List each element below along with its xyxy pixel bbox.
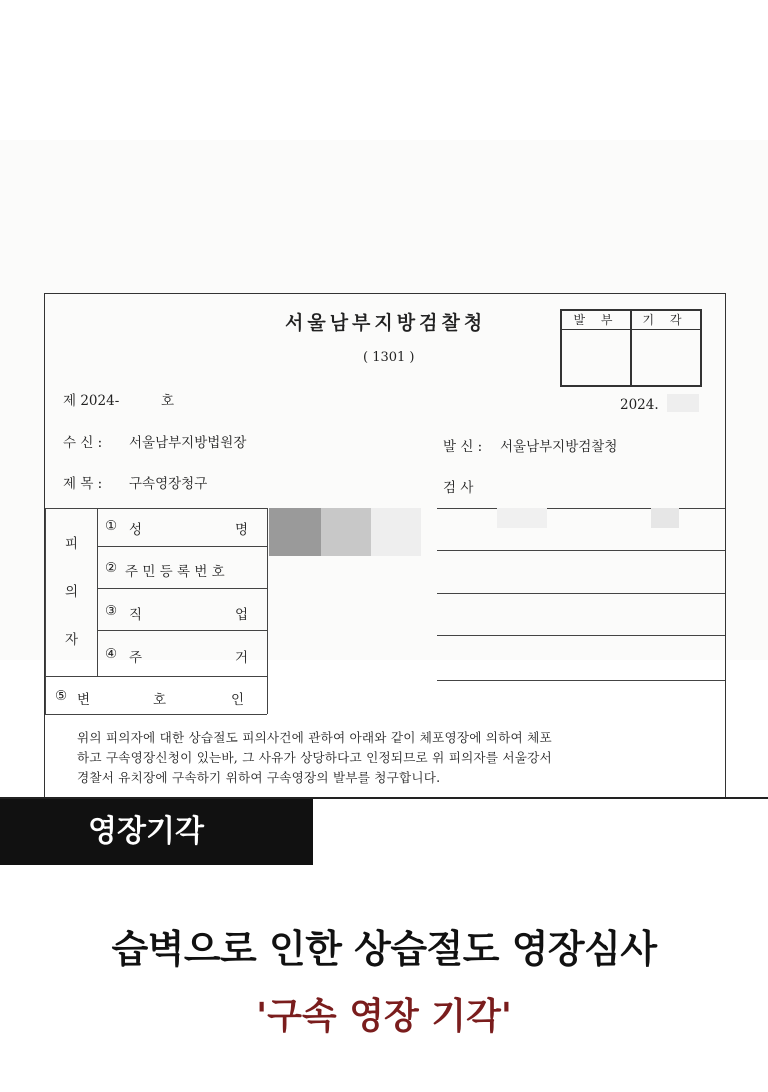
table-line — [97, 588, 267, 589]
sender-label: 발 신 : — [443, 439, 483, 455]
redacted-date — [667, 394, 699, 412]
field-lawyer-label-3: 인 — [231, 692, 245, 708]
doc-number-prefix: 제 2024- — [63, 393, 120, 409]
redacted-value — [651, 508, 679, 528]
table-line — [45, 508, 267, 509]
redacted-value — [497, 508, 547, 528]
redacted-name-block-3 — [371, 508, 421, 556]
headline: 습벽으로 인한 상습절도 영장심사 — [111, 927, 657, 971]
redacted-name-block-2 — [321, 508, 371, 556]
recipient-label: 수 신 : — [63, 435, 103, 451]
suspect-label-3: 자 — [65, 632, 79, 648]
table-line — [267, 508, 268, 714]
table-line — [437, 508, 725, 509]
table-line — [45, 714, 267, 715]
field-lawyer-label-1: 변 — [77, 692, 91, 708]
table-line — [97, 630, 267, 631]
table-line — [97, 546, 267, 547]
table-line — [437, 593, 725, 594]
field-name-num: ① — [105, 518, 118, 534]
request-body — [77, 728, 713, 788]
table-line — [45, 508, 46, 714]
suspect-label-1: 피 — [65, 536, 79, 552]
approval-stamp-box — [560, 309, 702, 387]
field-address-num: ④ — [105, 646, 118, 662]
doc-number-suffix: 호 — [161, 393, 175, 409]
table-line — [437, 635, 725, 636]
field-lawyer-num: ⑤ — [55, 688, 68, 704]
sender-value: 서울남부지방검찰청 — [500, 439, 618, 455]
body-line: 경찰서 유치장에 구속하기 위하여 구속영장의 발부를 청구합니다. — [77, 770, 441, 785]
prosecutor-label: 검 사 — [443, 480, 474, 496]
body-line: 위의 피의자에 대한 상습절도 피의사건에 관하여 아래와 같이 체포영장에 의하여 체포 — [77, 730, 552, 745]
field-lawyer-label-2: 호 — [153, 692, 167, 708]
warrant-request-form — [44, 293, 726, 799]
redacted-name-block-1 — [269, 508, 321, 556]
subject-label: 제 목 : — [63, 476, 103, 492]
stamp-issue-label: 발 부 — [562, 311, 630, 330]
field-job-num: ③ — [105, 603, 118, 619]
field-address-label-2: 거 — [235, 650, 249, 666]
suspect-label-2: 의 — [65, 584, 79, 600]
subject-value: 구속영장청구 — [129, 476, 208, 492]
field-job-label: 직 — [129, 607, 143, 623]
table-line — [437, 550, 725, 551]
category-tag: 영장기각 — [0, 799, 313, 865]
document-date: 2024. — [620, 397, 659, 413]
table-line — [45, 676, 267, 677]
table-line — [97, 508, 98, 676]
field-job-label-2: 업 — [235, 607, 249, 623]
field-address-label: 주 — [129, 650, 143, 666]
field-id-label: 주 민 등 록 번 호 — [125, 564, 225, 580]
suspect-info-table — [45, 508, 725, 718]
subheadline: '구속 영장 기각' — [256, 996, 512, 1037]
scanned-document-area — [0, 140, 768, 785]
field-name-label-2: 명 — [235, 522, 249, 538]
field-name-label: 성 — [129, 522, 143, 538]
field-id-num: ② — [105, 560, 118, 576]
stamp-reject-label: 기 각 — [630, 311, 700, 330]
office-code: ( 1301 ) — [363, 350, 415, 365]
table-line — [437, 680, 725, 681]
office-title: 서울남부지방검찰청 — [285, 312, 487, 334]
recipient-value: 서울남부지방법원장 — [129, 435, 247, 451]
body-line: 하고 구속영장신청이 있는바, 그 사유가 상당하다고 인정되므로 위 피의자를 서울강서 — [77, 750, 552, 765]
stamp-divider — [630, 311, 632, 385]
